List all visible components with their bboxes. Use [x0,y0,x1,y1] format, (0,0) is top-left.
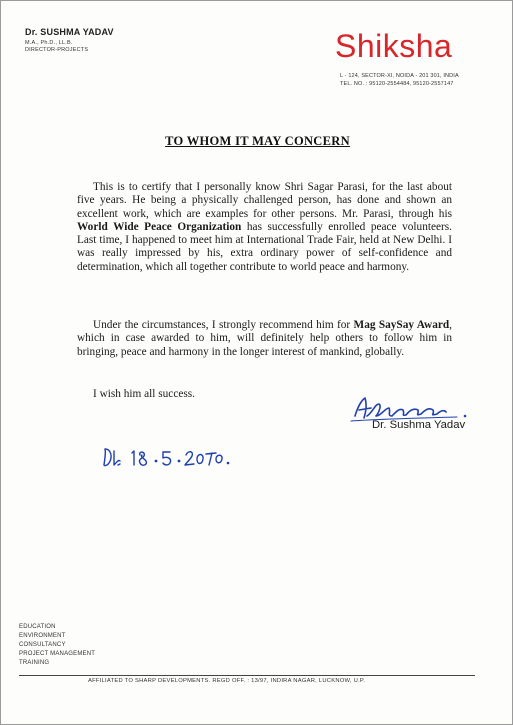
paragraph-2-text-a: Under the circumstances, I strongly recommend him for [93,319,354,331]
footer-divider [19,675,475,676]
award-name-emphasis: Mag SaySay Award [353,319,450,331]
footer-affiliation: AFFILIATED TO SHARP DEVELOPMENTS. REGD OFF. : 13/97, INDIRA NAGAR, LUCKNOW, U.P. [88,678,366,684]
body-paragraph-2 [77,319,452,359]
signer-name: Dr. Sushma Yadav [372,419,466,431]
sender-qualifications: M.A., Ph.D., LL.B. [25,40,73,46]
paragraph-1-text-a: This is to certify that I personally know Shri Sagar Parasi, for the last about five years. He being a physically challenged person, has done and shown an excellent work, which are examples for other persons. Mr. Parasi, through his [77,181,452,220]
organization-telephone: TEL. NO. : 95120-2554484, 95120-2557147 [340,81,454,87]
paragraph-1-text-b: has successfully enrolled peace volunteers. Last time, I happened to meet him at International Trade Fair, held at New Delhi. I was really impressed by his, extra ordinary power of self-confidence and determination, which all together contribute to world peace and harmony. [77,220,452,273]
paragraph-2-text-b: , which in case awarded to him, will definitely help others to follow him in bringing, peace and harmony in the longer interest of mankind, globally. [77,319,452,358]
service-item: CONSULTANCY [19,642,66,648]
service-item: TRAINING [19,660,50,666]
service-item: EDUCATION [19,624,56,630]
closing-line: I wish him all success. [93,388,195,400]
service-item: ENVIRONMENT [19,633,66,639]
sender-name: Dr. SUSHMA YADAV [25,27,114,37]
sender-title: DIRECTOR-PROJECTS [25,47,89,53]
organization-name-emphasis: World Wide Peace Organization [77,220,242,233]
body-paragraph-1 [77,181,452,274]
service-item: PROJECT MANAGEMENT [19,651,96,657]
letter-title: TO WHOM IT MAY CONCERN [165,134,350,148]
brand-logo-text: Shiksha [335,28,453,64]
organization-address: L - 124, SECTOR-XI, NOIDA - 201 301, INDIA [340,73,459,79]
handwritten-date [96,443,236,473]
